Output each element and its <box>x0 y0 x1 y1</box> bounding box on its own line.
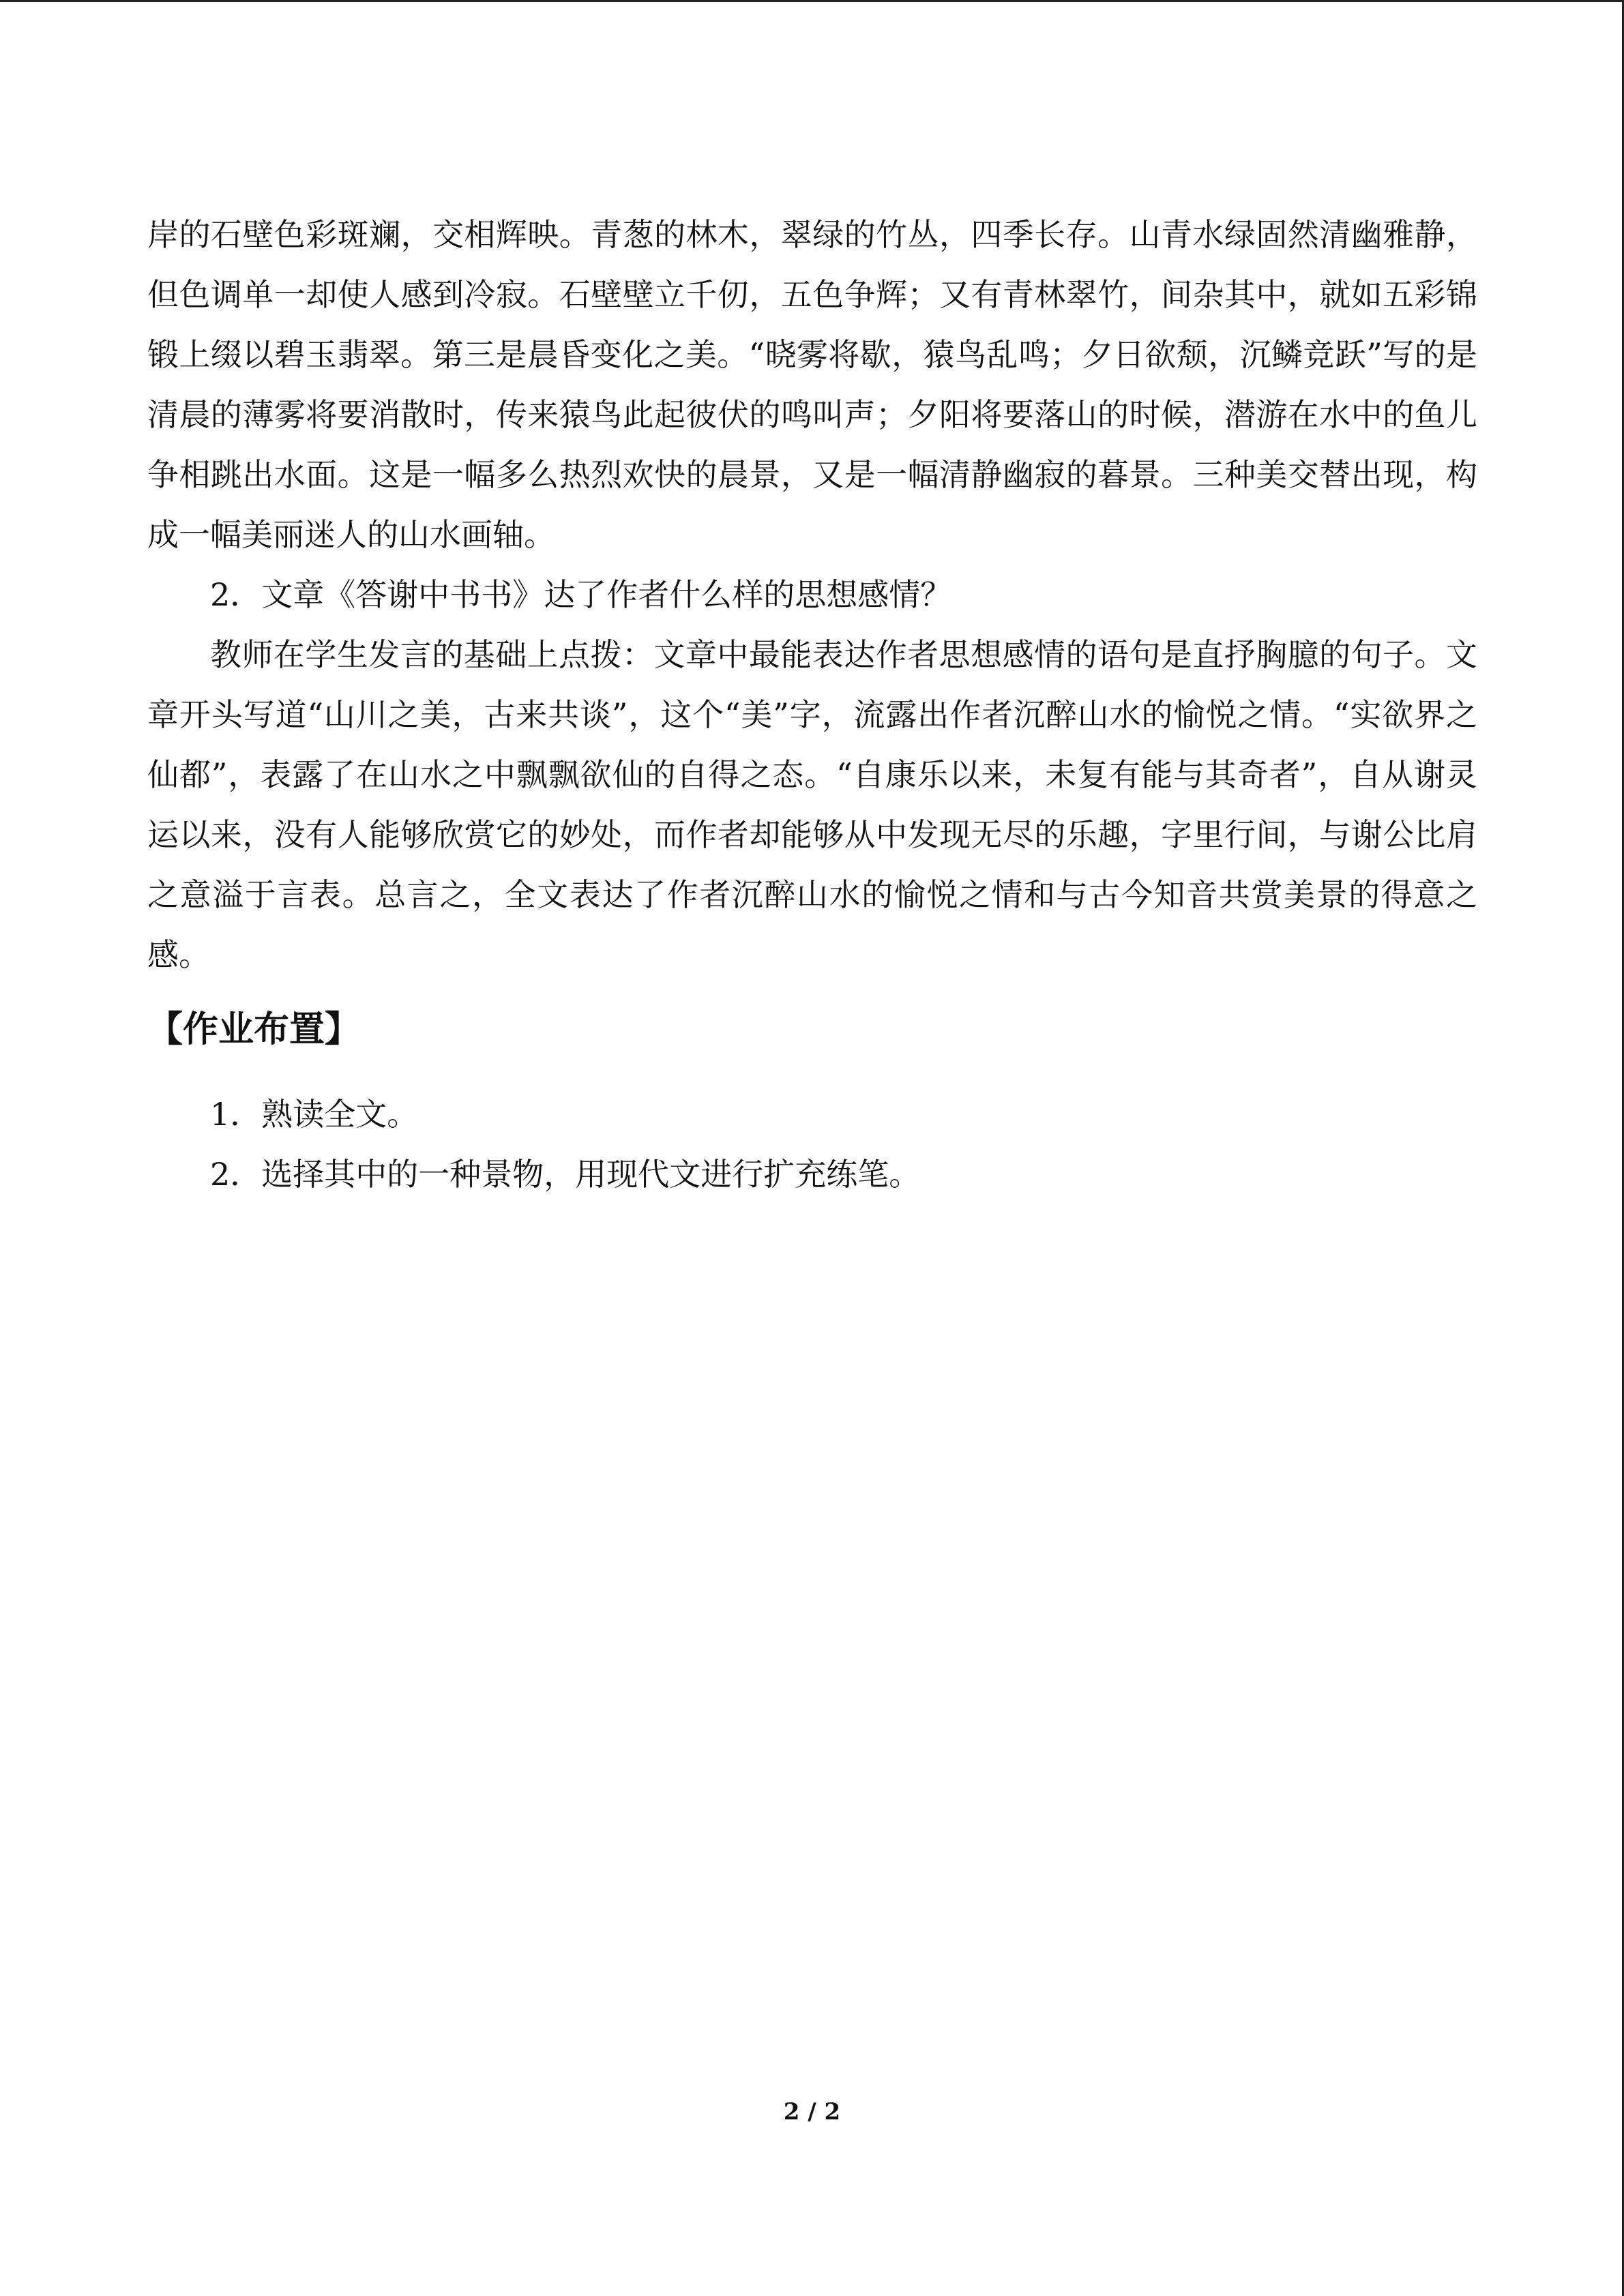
top-border-line <box>0 0 1624 2</box>
homework-heading: 【作业布置】 <box>147 1009 361 1050</box>
continued-paragraph: 岸的石壁色彩斑斓，交相辉映。青葱的林木，翠绿的竹丛，四季长存。山青水绿固然清幽雅静，但色调单一却使人感到冷寂。石壁壁立千仞，五色争辉；又有青林翠竹，间杂其中，就如五彩锦锻上缀以碧玉翡翠。第三是晨昏变化之美。“晓雾将歇，猿鸟乱鸣；夕日欲颓，沉鳞竞跃”写的是清晨的薄雾将要消散时，传来猿鸟此起彼伏的鸣叫声；夕阳将要落山的时候，潜游在水中的鱼儿争相跳出水面。这是一幅多么热烈欢快的晨景，又是一幅清静幽寂的暮景。三种美交替出现，构成一幅美丽迷人的山水画轴。 <box>147 216 1477 553</box>
document-body <box>147 205 1477 1204</box>
page-number: 2 / 2 <box>783 2098 841 2126</box>
homework-item: 2．选择其中的一种景物，用现代文进行扩充练笔。 <box>210 1156 921 1193</box>
homework-item: 1．熟读全文。 <box>210 1096 419 1133</box>
question-2: 2．文章《答谢中书书》达了作者什么样的思想感情？ <box>210 576 952 613</box>
answer-2-paragraph: 教师在学生发言的基础上点拨：文章中最能表达作者思想感情的语句是直抒胸臆的句子。文章开头写道“山川之美，古来共谈”，这个“美”字，流露出作者沉醉山水的愉悦之情。“实欲界之仙都”，表露了在山水之中飘飘欲仙的自得之态。“自康乐以来，未复有能与其奇者”，自从谢灵运以来，没有人能够欣赏它的妙处，而作者却能够从中发现无尽的乐趣，字里行间，与谢公比肩之意溢于言表。总言之，全文表达了作者沉醉山水的愉悦之情和与古今知音共赏美景的得意之感。 <box>147 636 1477 973</box>
